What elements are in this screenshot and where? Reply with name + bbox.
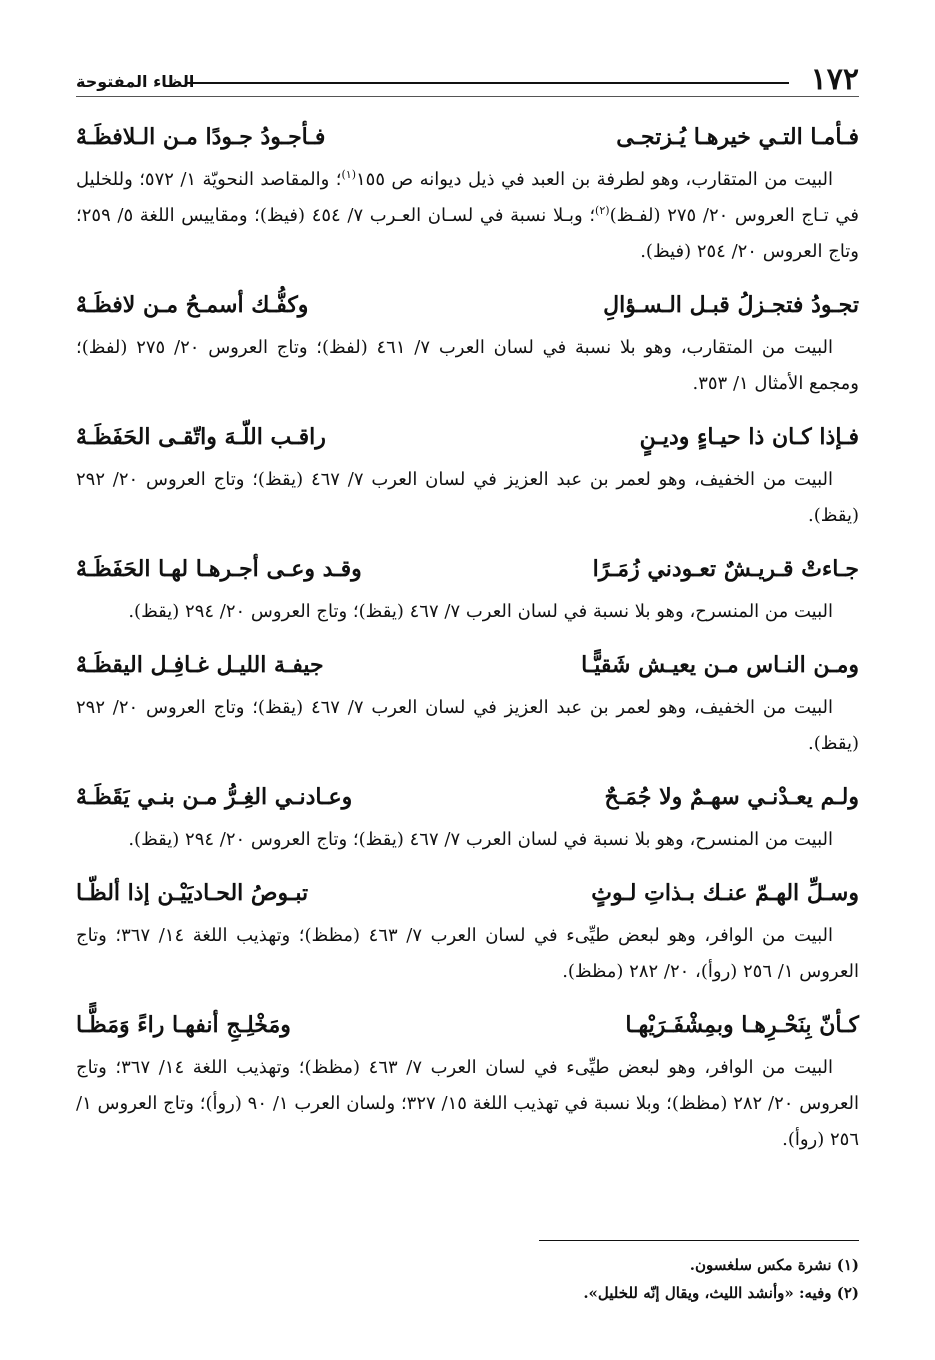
commentary-text: ؛ والمقاصد النحويّة ١/ ٥٧٢؛ وللخليل في تـاج العروس ٢٠/ ٢٧٥ (لفـظ) <box>76 169 859 226</box>
verse-line <box>76 280 859 330</box>
second-hemistich: ومَخْلِـجِ أنفهـا راءً وَمَظًّـا <box>76 1012 291 1038</box>
verse-entry <box>76 640 859 762</box>
verse-commentary <box>76 162 859 270</box>
verse-commentary: البيت من الخفيف، وهو لعمر بن عبد العزيز في لسان العرب ٧/ ٤٦٧ (يقظ)؛ وتاج العروس ٢٠/ ٢٩٢ (يقظ). <box>76 697 859 754</box>
header-underline <box>76 96 859 97</box>
verse-commentary: البيت من المتقارب، وهو بلا نسبة في لسان العرب ٧/ ٤٦١ (لفظ)؛ وتاج العروس ٢٠/ ٢٧٥ (لفظ)؛ ومجمع الأمثال ١/ ٣٥٣. <box>76 337 859 394</box>
verse-commentary: البيت من الوافر، وهو لبعض طيِّىء في لسان العرب ٧/ ٤٦٣ (مظظ)؛ وتهذيب اللغة ١٤/ ٣٦٧؛ وتاج العروس ٢٠/ ٢٨٢ (مظظ)؛ وبلا نسبة في تهذيب اللغة ١٥/ ٣٢٧؛ ولسان العرب ١/ ٩٠ (روأ)؛ وتاج العروس ١/ ٢٥٦ (روأ). <box>76 1057 859 1150</box>
second-hemistich: وقـد وعـى أجـرهـا لهـا الحَفَظَـهْ <box>76 556 362 582</box>
verse-line <box>76 1000 859 1050</box>
verse-entry <box>76 412 859 534</box>
footnote-divider <box>539 1240 859 1241</box>
first-hemistich: ولـم يعـدْنـي سهـمٌ ولا جُمَـحٌ <box>604 784 859 810</box>
first-hemistich: فـأمـا التـي خيرهـا يُـزتجـى <box>616 124 859 150</box>
verse-entry <box>76 280 859 402</box>
verse-entry <box>76 868 859 990</box>
verse-commentary: البيت من المنسرح، وهو بلا نسبة في لسان العرب ٧/ ٤٦٧ (يقظ)؛ وتاج العروس ٢٠/ ٢٩٤ (يقظ). <box>128 601 833 622</box>
first-hemistich: ومـن النـاس مـن يعيـش شَقيًّـا <box>581 652 859 678</box>
second-hemistich: راقـب اللّـهَ واتّقـى الحَفَظَـهْ <box>76 424 326 450</box>
verse-entry <box>76 1000 859 1158</box>
first-hemistich: جـاءتْ قـريـشٌ تعـودني زُمَـرًا <box>592 556 859 582</box>
footnotes-section <box>76 1240 859 1307</box>
verse-entry <box>76 772 859 858</box>
main-content <box>76 112 859 1168</box>
first-hemistich: وسـلِّ الهـمّ عنـك بـذاتِ لـوثٍ <box>591 880 859 906</box>
running-title: الظاء المفتوحة <box>76 72 195 91</box>
page-number: ١٧٢ <box>810 62 859 97</box>
verse-entry <box>76 112 859 270</box>
page-header <box>76 62 859 102</box>
commentary-text: ؛ وبـلا نسبة في لسـان العـرب ٧/ ٤٥٤ (فيظ)؛ ومقاييس اللغة ٥/ ٢٥٩؛ وتاج العروس ٢٠/ ٢٥٤ (فيظ). <box>76 205 859 262</box>
header-rule <box>186 82 789 84</box>
verse-line <box>76 868 859 918</box>
verse-commentary: البيت من الوافر، وهو لبعض طيِّىء في لسان العرب ٧/ ٤٦٣ (مظظ)؛ وتهذيب اللغة ١٤/ ٣٦٧؛ وتاج العروس ١/ ٢٥٦ (روأ)، ٢٠/ ٢٨٢ (مظظ). <box>76 925 859 982</box>
footnote-marker-2[interactable]: (٢) <box>595 204 610 217</box>
second-hemistich: وكفُّـك أسمـحُ مـن لافظَـهْ <box>76 292 309 318</box>
verse-line <box>76 412 859 462</box>
verse-commentary: البيت من الخفيف، وهو لعمر بن عبد العزيز في لسان العرب ٧/ ٤٦٧ (يقظ)؛ وتاج العروس ٢٠/ ٢٩٢ (يقظ). <box>76 469 859 526</box>
verse-line <box>76 640 859 690</box>
verse-line <box>76 544 859 594</box>
commentary-text: البيت من المتقارب، وهو لطرفة بن العبد في ذيل ديوانه ص ١٥٥ <box>355 169 833 190</box>
first-hemistich: فـإذا كـان ذا حيـاءٍ وديـنٍ <box>639 424 859 450</box>
verse-line <box>76 772 859 822</box>
verse-entry <box>76 544 859 630</box>
footnote-2: (٢) وفيه: «وأنشد الليث، ويقال إنّه للخليل». <box>583 1284 859 1302</box>
footnote-marker-1[interactable]: (١) <box>341 168 356 181</box>
second-hemistich: فـأجـودُ جـودًا مـن الـلافظَـهْ <box>76 124 326 150</box>
second-hemistich: جيفـة الليـل غـافِـل اليقظَـهْ <box>76 652 324 678</box>
verse-line <box>76 112 859 162</box>
verse-commentary: البيت من المنسرح، وهو بلا نسبة في لسان العرب ٧/ ٤٦٧ (يقظ)؛ وتاج العروس ٢٠/ ٢٩٤ (يقظ). <box>128 829 833 850</box>
first-hemistich: تجـودُ فتجـزلُ قبـل الـسـؤالِ <box>603 292 859 318</box>
second-hemistich: تبـوصُ الحـاديَيْـن إذا ألظّـا <box>76 880 309 906</box>
second-hemistich: وعـادنـي الغِـرُّ مـن بنـي يَقَظَـهْ <box>76 784 353 810</box>
footnote-1: (١) نشرة مكس سلغسون. <box>689 1256 859 1274</box>
first-hemistich: كـأنّ بِنَحْـرِهـا وبمِشْفَـرَيْهـا <box>625 1012 859 1038</box>
